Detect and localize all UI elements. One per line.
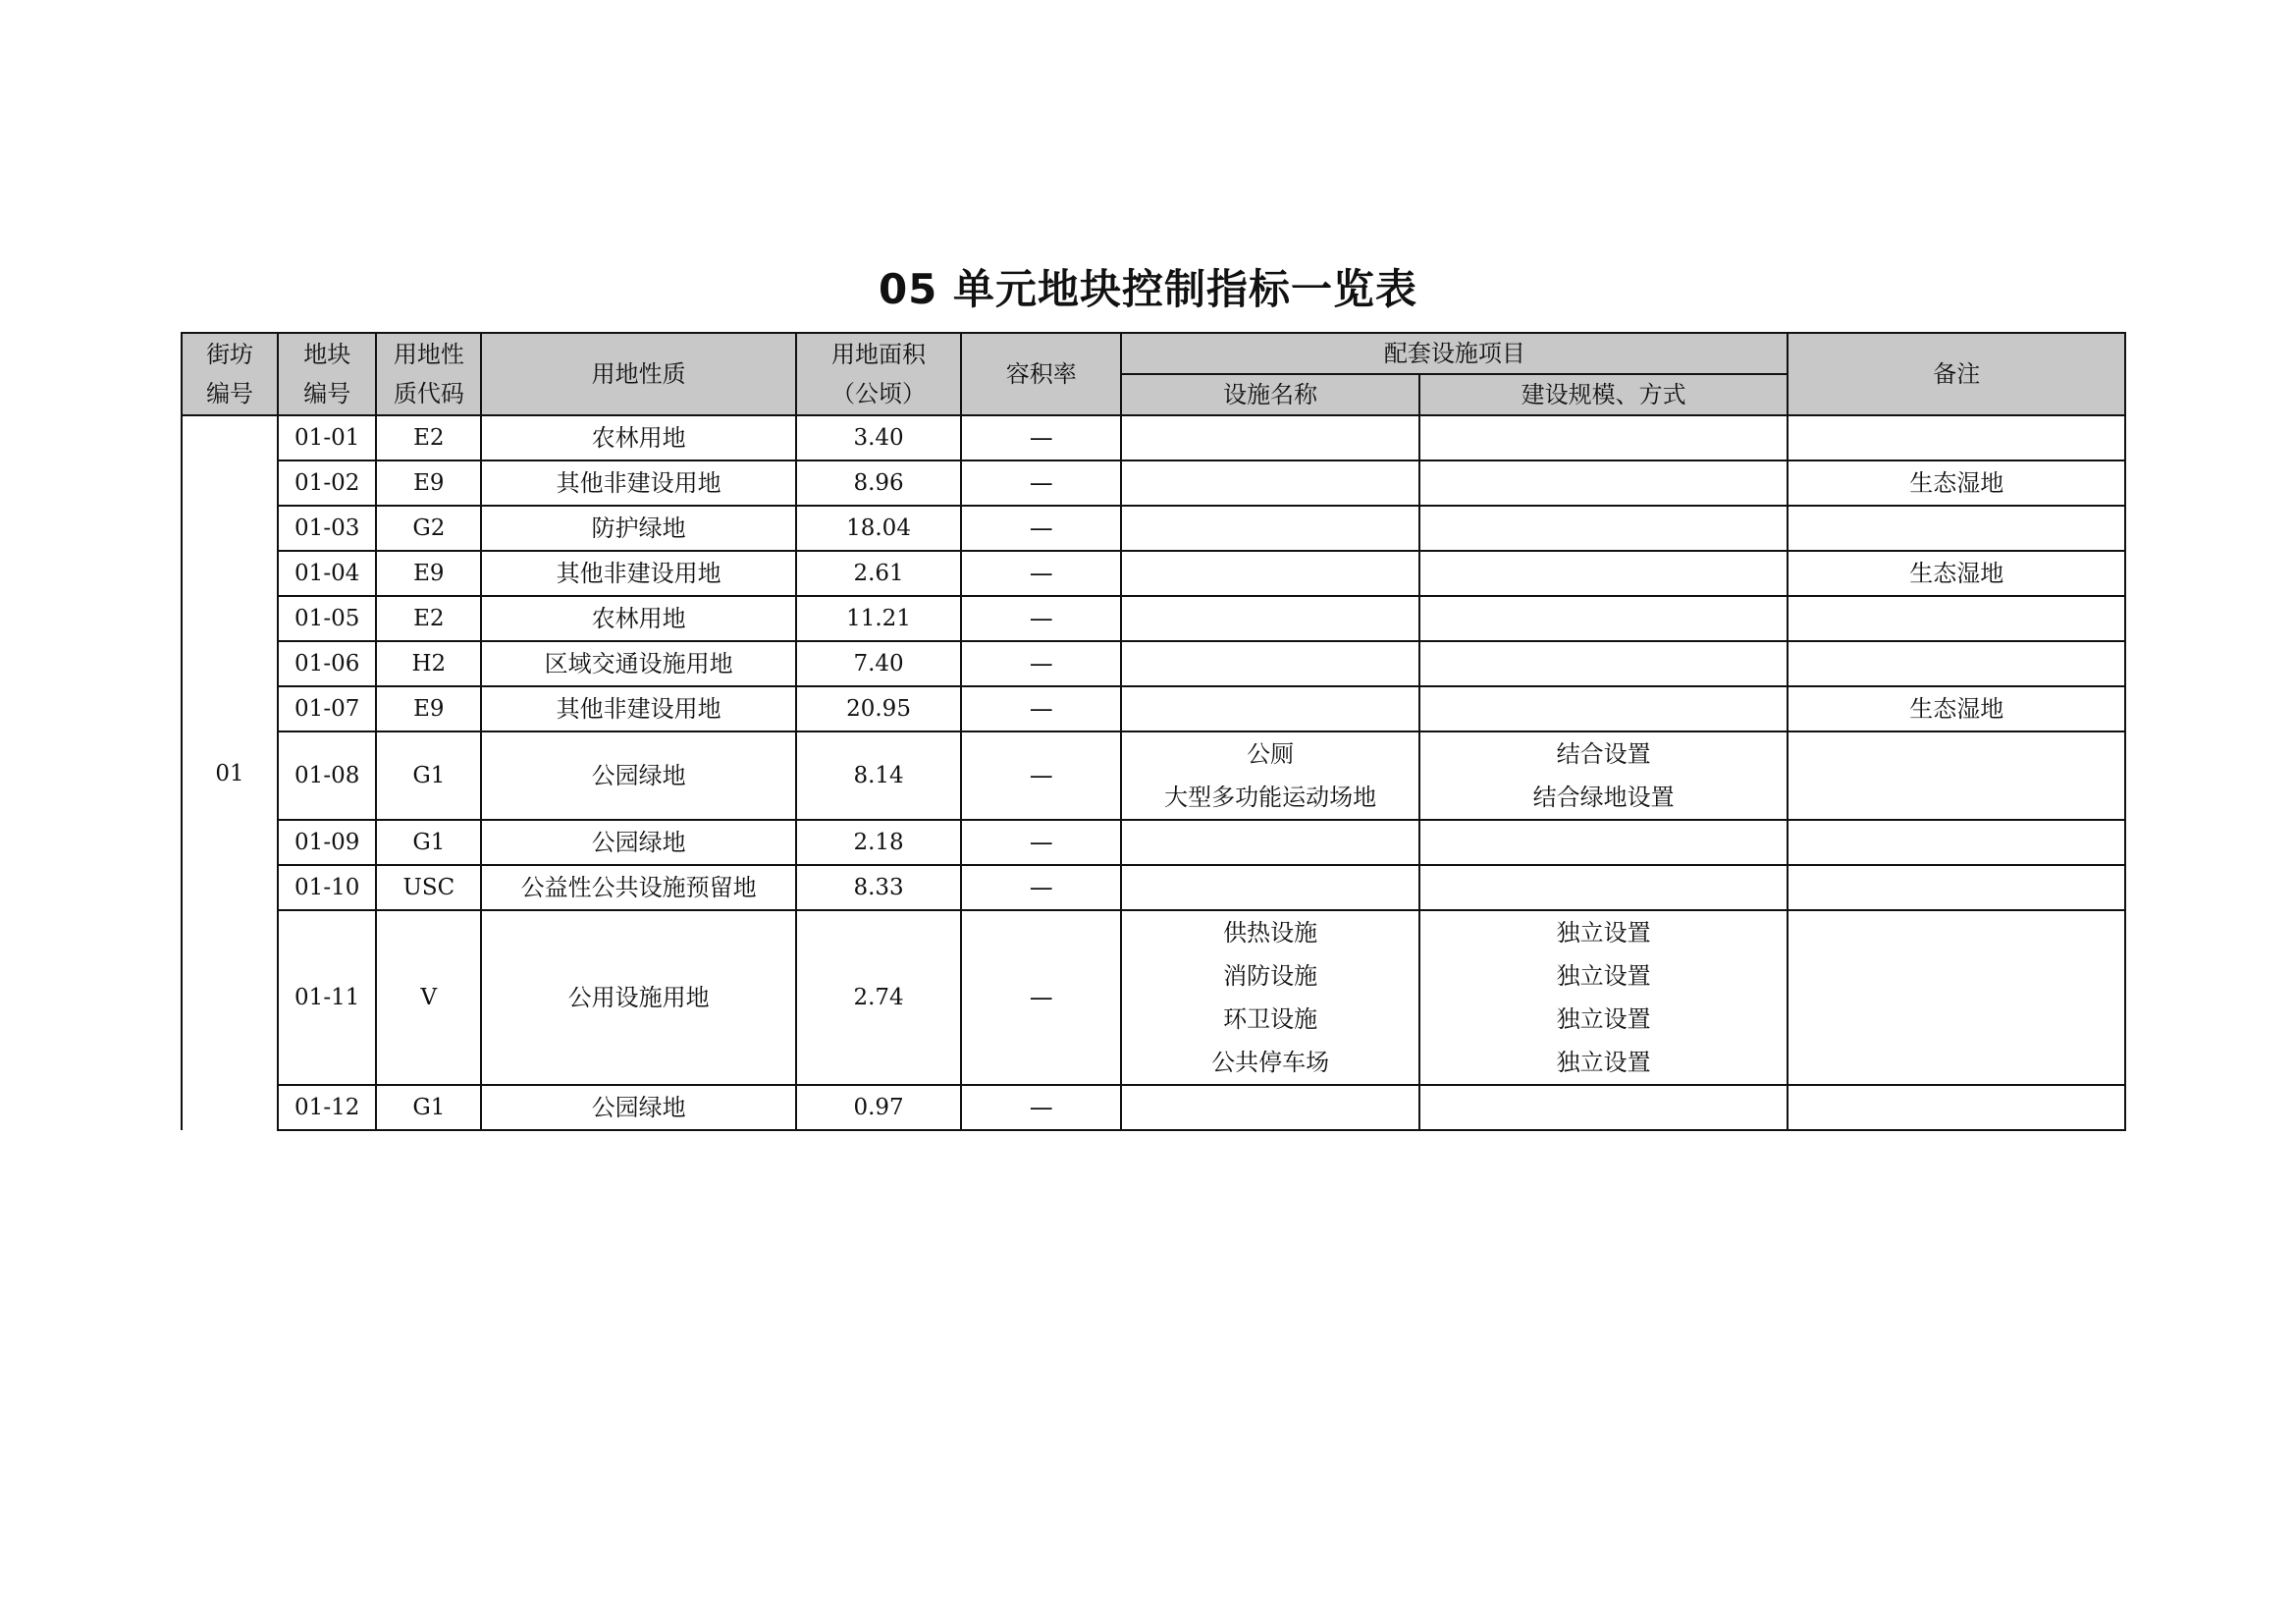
land-use-cell: 公园绿地: [481, 731, 795, 820]
land-use-cell: 公用设施用地: [481, 910, 795, 1085]
block-no-cell: 01-03: [278, 506, 376, 551]
land-use-cell: 农林用地: [481, 415, 795, 460]
land-code-cell: E9: [376, 686, 481, 731]
far-cell: —: [961, 641, 1121, 686]
facility-name-cell: [1121, 820, 1418, 865]
land-use-cell: 其他非建设用地: [481, 460, 795, 506]
header-street-no-line1: 街坊: [206, 341, 254, 368]
remark-cell: 生态湿地: [1788, 686, 2125, 731]
control-index-table: [181, 332, 2126, 1131]
block-no-cell: 01-10: [278, 865, 376, 910]
header-land-code-line1: 用地性: [393, 341, 464, 368]
facility-name-cell: [1121, 1085, 1418, 1130]
header-street-no-line2: 编号: [206, 380, 254, 407]
facility-name-cell: [1121, 731, 1418, 820]
table-row: [182, 1085, 2125, 1130]
facility-scale-cell-line: 结合设置: [1556, 740, 1651, 768]
header-block-no-line1: 地块: [303, 341, 351, 368]
facility-scale-cell: [1419, 641, 1789, 686]
far-cell: —: [961, 1085, 1121, 1130]
remark-cell: 生态湿地: [1788, 551, 2125, 596]
block-no-cell: 01-09: [278, 820, 376, 865]
facility-scale-cell: [1419, 460, 1789, 506]
area-cell: 8.33: [796, 865, 961, 910]
facility-scale-cell: [1419, 1085, 1789, 1130]
table-row: [182, 820, 2125, 865]
remark-cell: [1788, 641, 2125, 686]
area-cell: 8.96: [796, 460, 961, 506]
header-far: 容积率: [961, 333, 1121, 415]
facility-scale-cell: [1419, 910, 1789, 1085]
facility-name-cell-line: 环卫设施: [1223, 1005, 1318, 1033]
area-cell: 2.18: [796, 820, 961, 865]
facility-name-cell-line: 公共停车场: [1211, 1049, 1330, 1076]
land-code-cell: E9: [376, 551, 481, 596]
far-cell: —: [961, 910, 1121, 1085]
area-cell: 2.61: [796, 551, 961, 596]
facility-name-cell: [1121, 596, 1418, 641]
facility-name-cell: [1121, 460, 1418, 506]
page-title: 05 单元地块控制指标一览表: [878, 265, 1418, 313]
area-cell: 18.04: [796, 506, 961, 551]
far-cell: —: [961, 460, 1121, 506]
area-cell: 8.14: [796, 731, 961, 820]
facility-name-cell-line: 大型多功能运动场地: [1164, 784, 1377, 811]
remark-cell: [1788, 820, 2125, 865]
table-header: [182, 333, 2125, 415]
facility-scale-cell: [1419, 596, 1789, 641]
block-no-cell: 01-08: [278, 731, 376, 820]
far-cell: —: [961, 551, 1121, 596]
facility-scale-cell: [1419, 820, 1789, 865]
table-row: [182, 641, 2125, 686]
area-cell: 2.74: [796, 910, 961, 1085]
facility-scale-cell: [1419, 865, 1789, 910]
table-row: [182, 686, 2125, 731]
facility-scale-cell: [1419, 686, 1789, 731]
facility-scale-cell: [1419, 731, 1789, 820]
far-cell: —: [961, 686, 1121, 731]
header-block-no: [278, 333, 376, 415]
land-use-cell: 农林用地: [481, 596, 795, 641]
block-no-cell: 01-02: [278, 460, 376, 506]
header-area: [796, 333, 961, 415]
remark-cell: [1788, 596, 2125, 641]
far-cell: —: [961, 506, 1121, 551]
facility-scale-cell-line: 独立设置: [1556, 962, 1651, 990]
table-body: [182, 415, 2125, 1130]
area-cell: 7.40: [796, 641, 961, 686]
table-row: [182, 415, 2125, 460]
remark-cell: [1788, 415, 2125, 460]
table-row: [182, 460, 2125, 506]
header-land-code-line2: 质代码: [393, 380, 464, 407]
remark-cell: [1788, 865, 2125, 910]
far-cell: —: [961, 731, 1121, 820]
remark-cell: [1788, 1085, 2125, 1130]
table-row: [182, 551, 2125, 596]
far-cell: —: [961, 415, 1121, 460]
far-cell: —: [961, 820, 1121, 865]
land-use-cell: 公园绿地: [481, 1085, 795, 1130]
land-code-cell: G1: [376, 820, 481, 865]
header-land-use: 用地性质: [481, 333, 795, 415]
facility-scale-cell-line: 独立设置: [1556, 1049, 1651, 1076]
remark-cell: [1788, 910, 2125, 1085]
table-row: [182, 596, 2125, 641]
area-cell: 0.97: [796, 1085, 961, 1130]
facility-name-cell-line: 公厕: [1247, 740, 1295, 768]
land-use-cell: 公益性公共设施预留地: [481, 865, 795, 910]
remark-cell: [1788, 731, 2125, 820]
facility-name-cell: [1121, 415, 1418, 460]
land-use-cell: 防护绿地: [481, 506, 795, 551]
facility-name-cell-line: 供热设施: [1223, 919, 1318, 947]
table-row: [182, 506, 2125, 551]
table-row: [182, 910, 2125, 1085]
header-remark: 备注: [1788, 333, 2125, 415]
facility-scale-cell-line: 独立设置: [1556, 919, 1651, 947]
table-row: [182, 731, 2125, 820]
facility-scale-cell-line: 独立设置: [1556, 1005, 1651, 1033]
block-no-cell: 01-06: [278, 641, 376, 686]
land-code-cell: G1: [376, 731, 481, 820]
land-code-cell: V: [376, 910, 481, 1085]
table-row: [182, 865, 2125, 910]
block-no-cell: 01-04: [278, 551, 376, 596]
block-no-cell: 01-12: [278, 1085, 376, 1130]
land-code-cell: USC: [376, 865, 481, 910]
facility-name-cell: [1121, 865, 1418, 910]
land-code-cell: E2: [376, 596, 481, 641]
facility-name-cell: [1121, 506, 1418, 551]
remark-cell: 生态湿地: [1788, 460, 2125, 506]
facility-scale-cell: [1419, 415, 1789, 460]
land-code-cell: G1: [376, 1085, 481, 1130]
facility-name-cell: [1121, 910, 1418, 1085]
far-cell: —: [961, 596, 1121, 641]
block-no-cell: 01-01: [278, 415, 376, 460]
far-cell: —: [961, 865, 1121, 910]
block-no-cell: 01-05: [278, 596, 376, 641]
facility-name-cell: [1121, 551, 1418, 596]
land-use-cell: 其他非建设用地: [481, 686, 795, 731]
land-code-cell: H2: [376, 641, 481, 686]
land-use-cell: 其他非建设用地: [481, 551, 795, 596]
header-block-no-line2: 编号: [303, 380, 351, 407]
facility-name-cell-line: 消防设施: [1223, 962, 1318, 990]
land-code-cell: E2: [376, 415, 481, 460]
block-no-cell: 01-07: [278, 686, 376, 731]
header-facilities: 配套设施项目: [1121, 333, 1788, 374]
header-land-code: [376, 333, 481, 415]
facility-name-cell: [1121, 686, 1418, 731]
header-street-no: [182, 333, 278, 415]
header-facility-scale: 建设规模、方式: [1419, 374, 1789, 415]
header-area-line1: 用地面积: [831, 341, 927, 368]
block-no-cell: 01-11: [278, 910, 376, 1085]
facility-name-cell: [1121, 641, 1418, 686]
land-use-cell: 区域交通设施用地: [481, 641, 795, 686]
land-code-cell: E9: [376, 460, 481, 506]
facility-scale-cell: [1419, 506, 1789, 551]
area-cell: 11.21: [796, 596, 961, 641]
header-area-line2: （公顷）: [831, 380, 927, 407]
facility-scale-cell-line: 结合绿地设置: [1532, 784, 1675, 811]
area-cell: 3.40: [796, 415, 961, 460]
street-no-cell: 01: [182, 415, 278, 1130]
land-code-cell: G2: [376, 506, 481, 551]
land-use-cell: 公园绿地: [481, 820, 795, 865]
area-cell: 20.95: [796, 686, 961, 731]
header-facility-name: 设施名称: [1121, 374, 1418, 415]
facility-scale-cell: [1419, 551, 1789, 596]
remark-cell: [1788, 506, 2125, 551]
